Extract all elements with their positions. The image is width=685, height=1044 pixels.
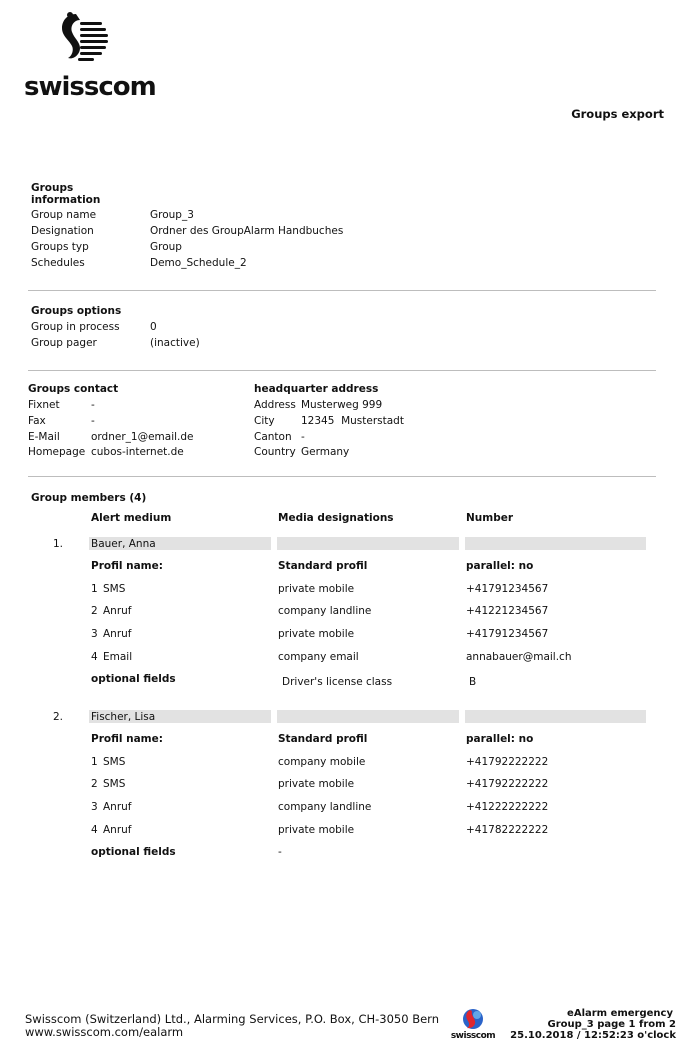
footer-url[interactable]: www.swisscom.com/ealarm xyxy=(25,1025,184,1039)
contact-label: Homepage xyxy=(28,446,86,458)
hq-label: Country xyxy=(254,446,296,458)
member-name: Bauer, Anna xyxy=(91,538,156,550)
footer-logo-wordmark: swisscom xyxy=(450,1031,496,1041)
media-designation: private mobile xyxy=(278,583,355,595)
option-value: (inactive) xyxy=(150,337,200,349)
hq-value: 12345 Musterstadt xyxy=(301,415,404,427)
col-header-number: Number xyxy=(466,512,514,524)
optional-field-name: - xyxy=(278,846,282,858)
divider xyxy=(28,370,656,371)
info-value: Group_3 xyxy=(150,209,194,221)
media-index: 2 xyxy=(91,605,98,617)
profil-name-label: Profil name: xyxy=(91,733,163,745)
media-index: 3 xyxy=(91,801,98,813)
contact-value: - xyxy=(91,399,95,411)
media-designation: private mobile xyxy=(278,778,355,790)
parallel-status: parallel: no xyxy=(466,560,534,572)
member-bar xyxy=(277,537,459,550)
media-number: +41792222222 xyxy=(466,778,549,790)
profile-name: Standard profil xyxy=(278,560,368,572)
media-type: Anruf xyxy=(103,824,132,836)
footer-app-name: eAlarm emergency xyxy=(567,1008,673,1019)
footer-timestamp: 25.10.2018 / 12:52:23 o'clock xyxy=(510,1030,676,1041)
option-label: Group pager xyxy=(31,337,97,349)
optional-field-value: B xyxy=(469,676,477,688)
contact-label: Fixnet xyxy=(28,399,60,411)
member-index: 2. xyxy=(53,711,64,723)
footer-swisscom-logo xyxy=(448,1004,498,1044)
group-members-heading: Group members (4) xyxy=(31,492,147,504)
media-type: Anruf xyxy=(103,605,132,617)
swisscom-lifeform-icon xyxy=(448,1004,498,1032)
member-index: 1. xyxy=(53,538,64,550)
hq-value: Germany xyxy=(301,446,350,458)
optional-fields-label: optional fields xyxy=(91,846,176,858)
info-value: Ordner des GroupAlarm Handbuches xyxy=(150,225,344,237)
footer-company: Swisscom (Switzerland) Ltd., Alarming Services, P.O. Box, CH-3050 Bern xyxy=(25,1012,439,1026)
contact-value: ordner_1@email.de xyxy=(91,431,194,443)
media-index: 2 xyxy=(91,778,98,790)
member-bar xyxy=(277,710,459,723)
divider xyxy=(28,476,656,477)
info-label: Group name xyxy=(31,209,97,221)
groups-options-heading: Groups options xyxy=(31,305,122,317)
member-bar xyxy=(465,537,646,550)
col-header-alert-medium: Alert medium xyxy=(91,512,172,524)
swisscom-lifeform-icon xyxy=(24,10,150,72)
parallel-status: parallel: no xyxy=(466,733,534,745)
member-bar xyxy=(465,710,646,723)
media-index: 4 xyxy=(91,824,98,836)
hq-label: Address xyxy=(254,399,296,411)
groups-information-heading: Groups information xyxy=(31,182,101,206)
swisscom-logo xyxy=(24,10,156,102)
contact-value: - xyxy=(91,415,95,427)
footer-page-info: Group_3 page 1 from 2 xyxy=(547,1019,676,1030)
contact-value: cubos-internet.de xyxy=(91,446,184,458)
hq-value: Musterweg 999 xyxy=(301,399,383,411)
info-label: Schedules xyxy=(31,257,85,269)
hq-label: Canton xyxy=(254,431,292,443)
optional-fields-label: optional fields xyxy=(91,673,176,685)
media-designation: private mobile xyxy=(278,628,355,640)
media-number: +41221234567 xyxy=(466,605,549,617)
media-index: 1 xyxy=(91,583,98,595)
hq-value: - xyxy=(301,431,305,443)
media-type: Anruf xyxy=(103,628,132,640)
media-designation: company landline xyxy=(278,605,372,617)
hq-label: City xyxy=(254,415,275,427)
media-type: SMS xyxy=(103,756,126,768)
document-title: Groups export xyxy=(571,107,664,121)
option-value: 0 xyxy=(150,321,157,333)
media-designation: private mobile xyxy=(278,824,355,836)
media-type: Anruf xyxy=(103,801,132,813)
option-label: Group in process xyxy=(31,321,120,333)
media-number: +41791234567 xyxy=(466,583,549,595)
logo-wordmark: swisscom xyxy=(24,72,156,102)
media-type: SMS xyxy=(103,583,126,595)
media-type: SMS xyxy=(103,778,126,790)
groups-contact-heading: Groups contact xyxy=(28,383,119,395)
optional-field-name: Driver's license class xyxy=(282,676,393,688)
media-type: Email xyxy=(103,651,133,663)
media-number: +41791234567 xyxy=(466,628,549,640)
member-name: Fischer, Lisa xyxy=(91,711,156,723)
media-number: +41222222222 xyxy=(466,801,549,813)
contact-label: Fax xyxy=(28,415,46,427)
contact-label: E-Mail xyxy=(28,431,60,443)
divider xyxy=(28,290,656,291)
media-index: 3 xyxy=(91,628,98,640)
media-number: +41792222222 xyxy=(466,756,549,768)
media-number: annabauer@mail.ch xyxy=(466,651,572,663)
media-designation: company landline xyxy=(278,801,372,813)
info-label: Designation xyxy=(31,225,94,237)
info-value: Group xyxy=(150,241,182,253)
col-header-media-designations: Media designations xyxy=(278,512,394,524)
profile-name: Standard profil xyxy=(278,733,368,745)
media-designation: company mobile xyxy=(278,756,366,768)
profil-name-label: Profil name: xyxy=(91,560,163,572)
info-label: Groups typ xyxy=(31,241,89,253)
headquarter-address-heading: headquarter address xyxy=(254,383,379,395)
media-number: +41782222222 xyxy=(466,824,549,836)
media-designation: company email xyxy=(278,651,359,663)
media-index: 1 xyxy=(91,756,98,768)
info-value: Demo_Schedule_2 xyxy=(150,257,247,269)
media-index: 4 xyxy=(91,651,98,663)
